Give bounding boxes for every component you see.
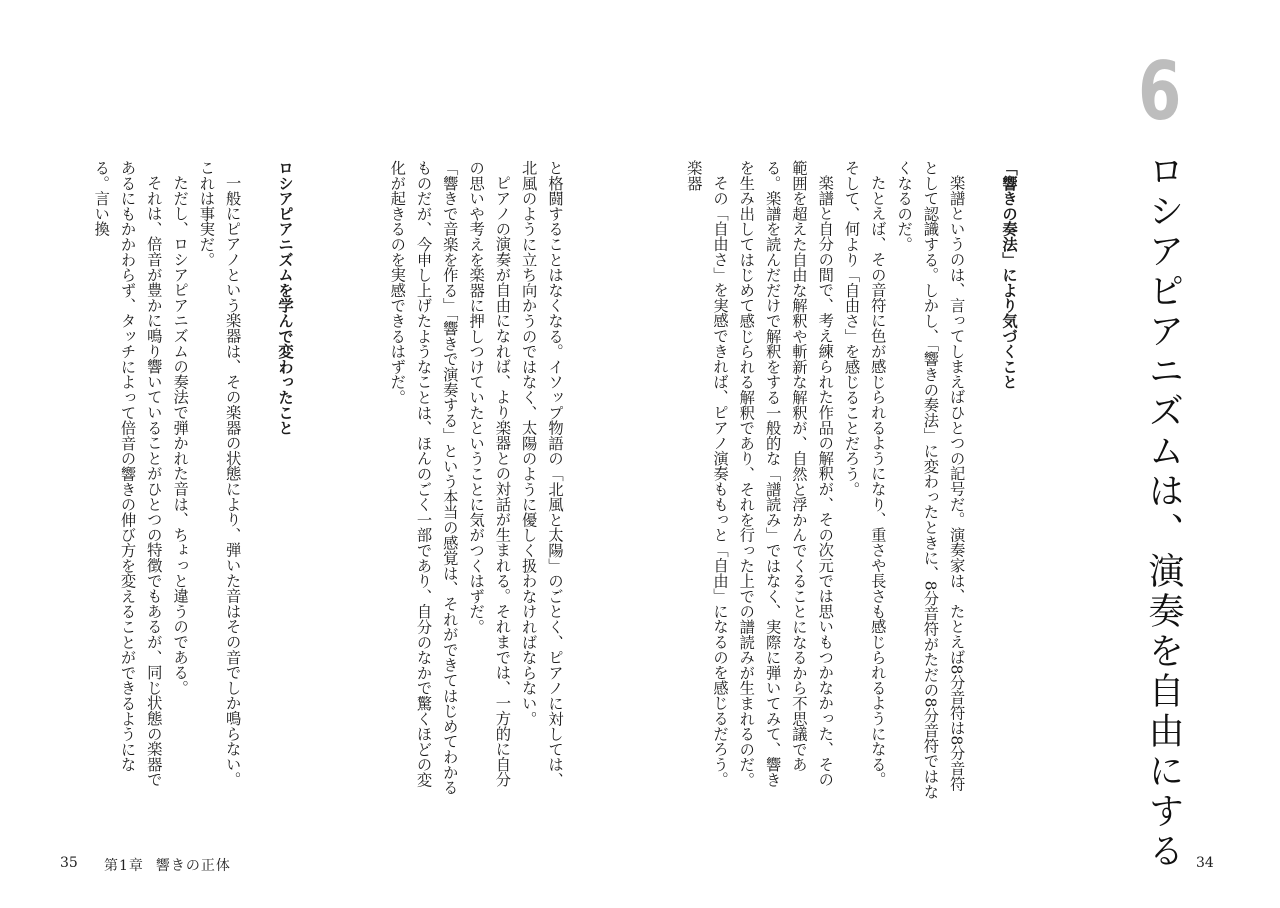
- paragraph: 楽譜というのは、言ってしまえばひとつの記号だ。演奏家は、たとえば8分音符は8分音符として認識する。しかし、「響きの奏法」に変わったときに、8分音符がただの8分音符ではなくなるのだ。: [895, 160, 966, 800]
- left-page-body-lower: [92, 160, 298, 800]
- left-page-body-upper: [338, 160, 568, 800]
- section-title: ロシアピアニズムは、演奏を自由にする: [1143, 152, 1184, 872]
- right-page-body: [684, 160, 1022, 800]
- paragraph: その「自由さ」を実感できれば、ピアノ演奏ももっと「自由」になるのを感じるだろう。楽器: [684, 160, 730, 788]
- paragraph: と格闘することはなくなる。イソップ物語の「北風と太陽」のごとく、ピアノに対しては、北風のように立ち向かうのではなく、太陽のように優しく扱わなければならない。: [519, 160, 564, 788]
- subheading-hibiki: 「響きの奏法」により気づくこと: [1000, 160, 1018, 390]
- page-number-right: 34: [1196, 855, 1214, 871]
- chapter-label: 第1章: [104, 858, 144, 874]
- paragraph: それは、倍音が豊かに鳴り響いていることがひとつの特徴でもあるが、同じ状態の楽器であるにもかかわらず、タッチによって倍音の響きの伸び方を変えることができるようになる。言い換: [92, 160, 163, 788]
- chapter-title: 響きの正体: [155, 858, 231, 874]
- paragraph: ただし、ロシアピアニズムの奏法で弾かれた音は、ちょっと違うのである。: [171, 175, 190, 696]
- section-number: 6: [1138, 45, 1182, 138]
- paragraph: ピアノの演奏が自由になれば、より楽器との対話が生まれる。それまでは、一方的に自分の思いや考えを楽器に押しつけていたということに気がつくはずだ。: [467, 160, 512, 788]
- paragraph: 一般にピアノという楽器は、その楽器の状態により、弾いた音はその音でしか鳴らない。これは事実だ。: [197, 160, 242, 788]
- subheading-russian-pianism: ロシアピアニズムを学んで変わったこと: [276, 160, 294, 436]
- page-number-left: 35: [60, 855, 78, 871]
- running-head: [104, 855, 243, 875]
- paragraph: 「響きで音楽を作る」「響きで演奏する」という本当の感覚は、それができてはじめてわかるものだが、今申し上げたようなことは、ほんのごく一部であり、自分のなかで驚くほどの変化が起きるのを実感できるはずだ。: [388, 160, 459, 795]
- paragraph: たとえば、その音符に色が感じられるようになり、重さや長さも感じられるようになる。そして、何より「自由さ」を感じることだろう。: [842, 160, 887, 788]
- paragraph: 楽譜と自分の間で、考え練られた作品の解釈が、その次元では思いもつかなかった、その範囲を超えた自由な解釈や斬新な解釈が、自然と浮かんでくることになるから不思議である。楽譜を読んだだけで解釈をする一般的な「譜読み」ではなく、実際に弾いてみて、響きを生み出してはじめて感じられる解釈であり、それを行った上での譜読みが生まれるのだ。: [737, 160, 835, 788]
